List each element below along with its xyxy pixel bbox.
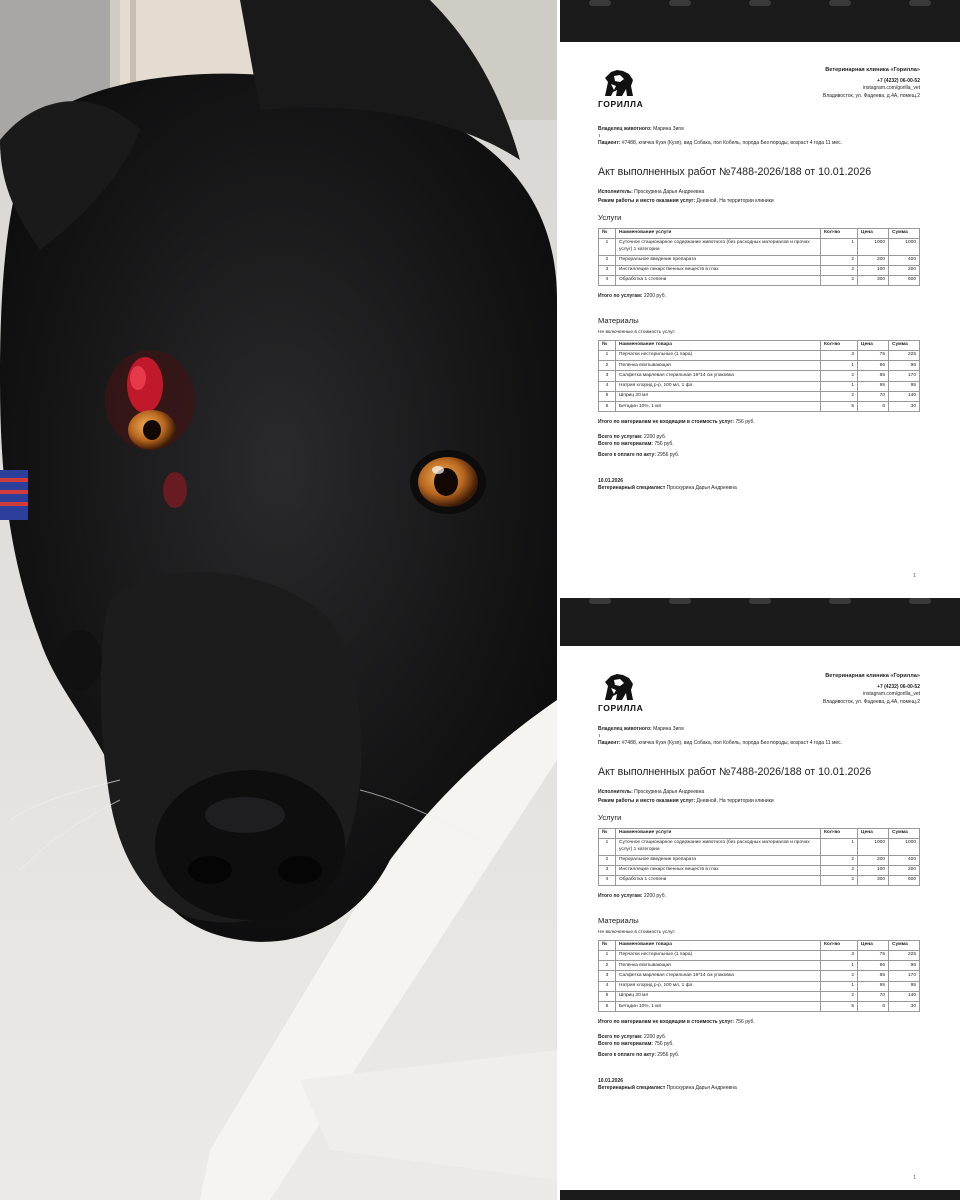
clinic-logo — [598, 68, 644, 110]
col-header: Кол-во — [821, 940, 858, 950]
act-title: Акт выполненных работ №7488-2026/188 от 10.01.2026 — [598, 165, 872, 178]
cell-sum: 30 — [889, 402, 920, 412]
cell-n: 6 — [599, 402, 616, 412]
mode-label: Режим работы и место оказания услуг: — [598, 797, 696, 804]
materials-total-label: Итого по материалам не входящим в стоимость услуг: — [598, 419, 735, 426]
table-row — [599, 391, 920, 401]
toolbar-button[interactable] — [909, 598, 931, 604]
services-total-value: 2200 руб. — [643, 293, 666, 300]
cell-qty: 2 — [821, 255, 858, 265]
services-total — [598, 293, 920, 300]
services-heading: Услуги — [598, 813, 622, 823]
table-row — [599, 371, 920, 381]
clinic-name: Ветеринарная клиника «Горилла» — [825, 67, 920, 73]
col-header: № — [599, 340, 616, 350]
materials-total — [598, 1019, 920, 1026]
table-row — [599, 265, 920, 275]
col-header: Кол-во — [821, 828, 858, 838]
materials-table — [598, 340, 920, 413]
handwritten-mark — [599, 734, 604, 737]
col-header: № — [599, 228, 616, 238]
cell-name: Обработка 1 степени — [616, 876, 821, 886]
toolbar-button[interactable] — [829, 598, 851, 604]
services-table — [598, 828, 920, 887]
sum-services-label: Всего по услугам: — [598, 434, 643, 441]
cell-price: 300 — [858, 276, 889, 286]
cell-sum: 140 — [889, 991, 920, 1001]
cell-name: Инстилляция лекарственных веществ в глаз — [616, 865, 821, 875]
specialist-label: Ветеринарный специалист — [598, 1085, 666, 1092]
cell-price: 200 — [858, 855, 889, 865]
act-date-value: 10.01.2026 — [598, 478, 624, 485]
table-row — [599, 238, 920, 255]
patient-value: #7488, кличка Кузя (Кузя), вид Собака, пол Кобель, порода Без породы, возраст 4 года 11 мес. — [621, 739, 843, 746]
toolbar-button[interactable] — [909, 0, 931, 6]
cell-n: 1 — [599, 350, 616, 360]
cell-name: Перчатки нестерильные (1 пара) — [616, 950, 821, 960]
clinic-name: Ветеринарная клиника «Горилла» — [825, 673, 920, 679]
cell-name: Пероральное введение препарата — [616, 255, 821, 265]
sum-pay-value: 2956 руб. — [657, 451, 680, 458]
cell-sum: 95 — [889, 381, 920, 391]
cell-qty: 1 — [821, 961, 858, 971]
materials-heading: Материалы — [598, 316, 639, 326]
cell-n: 2 — [599, 961, 616, 971]
owner-line — [598, 126, 920, 133]
cell-price: 70 — [858, 391, 889, 401]
cell-qty: 1 — [821, 238, 858, 255]
cell-sum: 1000 — [889, 238, 920, 255]
owner-value: Марина Зигм — [653, 126, 684, 132]
owner-line — [598, 726, 920, 733]
table-row — [599, 255, 920, 265]
cell-sum: 600 — [889, 276, 920, 286]
cell-qty: 1 — [821, 381, 858, 391]
cell-sum: 170 — [889, 971, 920, 981]
cell-sum: 200 — [889, 865, 920, 875]
cell-price: 96 — [858, 361, 889, 371]
cell-qty: 5 — [821, 1002, 858, 1012]
col-header: Цена — [858, 940, 889, 950]
act-document-page-1 — [560, 42, 958, 598]
materials-total-label: Итого по материалам не входящим в стоимость услуг: — [598, 1019, 735, 1026]
cell-price: 85 — [858, 371, 889, 381]
patient-label: Пациент: — [598, 739, 621, 746]
table-row — [599, 381, 920, 391]
cell-name: Натрия хлорид р-р, 100 мл, 1 фл. — [616, 981, 821, 991]
cell-qty: 2 — [821, 865, 858, 875]
act-title: Акт выполненных работ №7488-2026/188 от 10.01.2026 — [598, 765, 872, 778]
screenshot-bottom-bar — [560, 1190, 960, 1200]
cell-price: 75 — [858, 950, 889, 960]
sum-pay — [598, 1052, 920, 1059]
cell-name: Натрия хлорид р-р, 100 мл, 1 фл. — [616, 381, 821, 391]
cell-n: 1 — [599, 238, 616, 255]
executor-line — [598, 189, 920, 196]
materials-note: Не включенные в стоимость услуг: — [598, 930, 676, 936]
mode-line — [598, 798, 920, 805]
cell-name: Обработка 1 степени — [616, 276, 821, 286]
cell-name: Салфетка марлевая стерильная 16*14 см упаковка — [616, 371, 821, 381]
mode-value: Дневной, На территории клиники — [696, 797, 774, 804]
col-header: Цена — [858, 340, 889, 350]
act-date-value: 10.01.2026 — [598, 1078, 624, 1085]
cell-sum: 30 — [889, 1002, 920, 1012]
sum-pay — [598, 452, 920, 459]
clinic-address: Владивосток, ул. Фадеева, д.4А, помещ.2 — [822, 93, 920, 100]
table-row — [599, 876, 920, 886]
cell-qty: 2 — [821, 265, 858, 275]
cell-price: 6 — [858, 1002, 889, 1012]
cell-price: 95 — [858, 381, 889, 391]
cell-qty: 1 — [821, 981, 858, 991]
col-header: Наименование услуги — [616, 828, 821, 838]
toolbar-button[interactable] — [669, 598, 691, 604]
sum-materials-value: 756 руб. — [654, 440, 674, 447]
col-header: Наименование услуги — [616, 228, 821, 238]
specialist-line — [598, 485, 920, 492]
cell-price: 75 — [858, 350, 889, 360]
cell-name: Перчатки нестерильные (1 пара) — [616, 350, 821, 360]
owner-label: Владелец животного: — [598, 726, 652, 732]
toolbar-button[interactable] — [589, 598, 611, 604]
page-number: 1 — [913, 1175, 916, 1182]
cell-n: 2 — [599, 361, 616, 371]
col-header: Сумма — [889, 828, 920, 838]
cell-qty: 3 — [821, 950, 858, 960]
sum-materials-value: 756 руб. — [654, 1040, 674, 1047]
services-total — [598, 893, 920, 900]
col-header: Наименование товара — [616, 340, 821, 350]
materials-total-value: 756 руб. — [735, 419, 755, 426]
top-toolbar-buttons — [560, 0, 960, 9]
col-header: Сумма — [889, 228, 920, 238]
specialist-label: Ветеринарный специалист — [598, 485, 666, 492]
cell-sum: 225 — [889, 350, 920, 360]
cell-sum: 225 — [889, 950, 920, 960]
cell-qty: 2 — [821, 371, 858, 381]
materials-table — [598, 940, 920, 1013]
logo-text: ГОРИЛЛА — [598, 703, 644, 713]
cell-name: Бетадин 10%, 1 мл — [616, 402, 821, 412]
sum-services-label: Всего по услугам: — [598, 1034, 643, 1041]
clinic-contacts — [823, 66, 920, 101]
cell-price: 300 — [858, 876, 889, 886]
sum-materials — [598, 441, 920, 448]
cell-qty: 5 — [821, 402, 858, 412]
cell-qty: 3 — [821, 350, 858, 360]
cell-sum: 200 — [889, 265, 920, 275]
col-header: Цена — [858, 828, 889, 838]
cell-price: 100 — [858, 265, 889, 275]
clinic-contacts — [823, 672, 920, 707]
table-row — [599, 971, 920, 981]
sum-services — [598, 1034, 920, 1041]
sum-materials-label: Всего по материалам: — [598, 1040, 653, 1047]
table-row — [599, 1002, 920, 1012]
col-header: № — [599, 828, 616, 838]
cell-name: Шприц 20 мл — [616, 391, 821, 401]
services-total-value: 2200 руб. — [643, 893, 666, 900]
mode-line — [598, 198, 920, 205]
col-header: Кол-во — [821, 340, 858, 350]
mode-label: Режим работы и место оказания услуг: — [598, 197, 696, 204]
cell-qty: 2 — [821, 391, 858, 401]
cell-name: Инстилляция лекарственных веществ в глаз — [616, 265, 821, 275]
cell-qty: 1 — [821, 361, 858, 371]
col-header: Сумма — [889, 340, 920, 350]
cell-price: 95 — [858, 981, 889, 991]
cell-n: 4 — [599, 876, 616, 886]
cell-sum: 400 — [889, 855, 920, 865]
clinic-phone: +7 (4232) 06-00-52 — [877, 683, 920, 690]
mode-value: Дневной, На территории клиники — [696, 197, 774, 204]
executor-value: Проскурина Дарья Андреевна — [634, 188, 705, 195]
cell-n: 3 — [599, 971, 616, 981]
col-header: № — [599, 940, 616, 950]
document-header — [598, 646, 920, 713]
cell-name: Бетадин 10%, 1 мл — [616, 1002, 821, 1012]
table-row — [599, 361, 920, 371]
cell-name: Пеленка впитывающая — [616, 961, 821, 971]
cell-n: 3 — [599, 371, 616, 381]
cell-sum: 95 — [889, 981, 920, 991]
cell-sum: 170 — [889, 371, 920, 381]
cell-n: 3 — [599, 865, 616, 875]
document-header — [598, 42, 920, 112]
cell-sum: 140 — [889, 391, 920, 401]
services-total-label: Итого по услугам: — [598, 293, 643, 300]
cell-n: 2 — [599, 255, 616, 265]
cell-price: 1000 — [858, 238, 889, 255]
cell-name: Пероральное введение препарата — [616, 855, 821, 865]
cell-qty: 2 — [821, 991, 858, 1001]
cell-price: 200 — [858, 255, 889, 265]
cell-sum: 1000 — [889, 838, 920, 855]
cell-n: 4 — [599, 381, 616, 391]
patient-line — [598, 740, 920, 747]
toolbar-button[interactable] — [829, 0, 851, 6]
sum-pay-label: Всего к оплате по акту: — [598, 1051, 656, 1058]
cell-price: 70 — [858, 991, 889, 1001]
toolbar-button[interactable] — [669, 0, 691, 6]
executor-value: Проскурина Дарья Андреевна — [634, 788, 705, 795]
table-row — [599, 402, 920, 412]
executor-label: Исполнитель: — [598, 788, 633, 795]
cell-price: 1000 — [858, 838, 889, 855]
gorilla-logo-icon — [602, 672, 636, 702]
sum-materials — [598, 1041, 920, 1048]
clinic-address: Владивосток, ул. Фадеева, д.4А, помещ.2 — [822, 699, 920, 706]
owner-label: Владелец животного: — [598, 126, 652, 132]
table-row — [599, 991, 920, 1001]
cell-n: 1 — [599, 950, 616, 960]
sum-pay-label: Всего к оплате по акту: — [598, 451, 656, 458]
table-row — [599, 838, 920, 855]
cell-price: 6 — [858, 402, 889, 412]
cell-qty: 2 — [821, 276, 858, 286]
sum-services-value: 2200 руб. — [644, 1034, 667, 1041]
col-header: Сумма — [889, 940, 920, 950]
table-row — [599, 961, 920, 971]
clinic-instagram: instagram.com/gorilla_vet — [863, 691, 920, 698]
clinic-instagram: instagram.com/gorilla_vet — [863, 85, 920, 92]
services-heading: Услуги — [598, 213, 622, 223]
owner-value: Марина Зигм — [653, 726, 684, 732]
materials-note: Не включенные в стоимость услуг: — [598, 330, 676, 336]
handwritten-mark — [599, 134, 604, 137]
cell-n: 1 — [599, 838, 616, 855]
executor-label: Исполнитель: — [598, 188, 633, 195]
cell-n: 5 — [599, 991, 616, 1001]
clinic-phone: +7 (4232) 06-00-52 — [877, 77, 920, 84]
cell-sum: 600 — [889, 876, 920, 886]
specialist-value: Проскурина Дарья Андреевна — [666, 1085, 737, 1092]
toolbar-button[interactable] — [589, 0, 611, 6]
cell-sum: 96 — [889, 961, 920, 971]
logo-text: ГОРИЛЛА — [598, 99, 644, 109]
table-row — [599, 276, 920, 286]
table-row — [599, 950, 920, 960]
patient-line — [598, 140, 920, 147]
col-header: Кол-во — [821, 228, 858, 238]
cell-name: Шприц 20 мл — [616, 991, 821, 1001]
cell-qty: 1 — [821, 838, 858, 855]
table-row — [599, 350, 920, 360]
cell-n: 4 — [599, 981, 616, 991]
table-row — [599, 865, 920, 875]
cell-name: Пеленка впитывающая — [616, 361, 821, 371]
cell-name: Салфетка марлевая стерильная 16*14 см упаковка — [616, 971, 821, 981]
act-document-page-2 — [560, 646, 958, 1190]
sum-services — [598, 434, 920, 441]
cell-sum: 400 — [889, 255, 920, 265]
materials-heading: Материалы — [598, 916, 639, 926]
cell-price: 85 — [858, 971, 889, 981]
cell-n: 2 — [599, 855, 616, 865]
toolbar-button[interactable] — [749, 0, 771, 6]
materials-total — [598, 419, 920, 426]
table-row — [599, 981, 920, 991]
cell-qty: 2 — [821, 971, 858, 981]
cell-qty: 2 — [821, 876, 858, 886]
cell-sum: 96 — [889, 361, 920, 371]
cell-name: Суточное стационарное содержание животного (без расходных материалов и прочих услуг) 1 категории — [616, 238, 821, 255]
col-header: Наименование товара — [616, 940, 821, 950]
cell-n: 4 — [599, 276, 616, 286]
gorilla-logo-icon — [602, 68, 636, 98]
specialist-value: Проскурина Дарья Андреевна — [666, 485, 737, 492]
clinic-logo — [598, 672, 644, 714]
sum-pay-value: 2956 руб. — [657, 1051, 680, 1058]
patient-label: Пациент: — [598, 139, 621, 146]
table-row — [599, 855, 920, 865]
executor-line — [598, 789, 920, 796]
toolbar-button[interactable] — [749, 598, 771, 604]
cell-n: 5 — [599, 391, 616, 401]
specialist-line — [598, 1085, 920, 1092]
sum-services-value: 2200 руб. — [644, 434, 667, 441]
cell-qty: 2 — [821, 855, 858, 865]
patient-value: #7488, кличка Кузя (Кузя), вид Собака, пол Кобель, порода Без породы, возраст 4 года 11 мес. — [621, 139, 843, 146]
col-header: Цена — [858, 228, 889, 238]
services-total-label: Итого по услугам: — [598, 893, 643, 900]
cell-n: 6 — [599, 1002, 616, 1012]
materials-total-value: 756 руб. — [735, 1019, 755, 1026]
sum-materials-label: Всего по материалам: — [598, 440, 653, 447]
cell-name: Суточное стационарное содержание животного (без расходных материалов и прочих услуг) 1 категории — [616, 838, 821, 855]
page-number: 1 — [913, 573, 916, 580]
cell-n: 3 — [599, 265, 616, 275]
cell-price: 100 — [858, 865, 889, 875]
cell-price: 96 — [858, 961, 889, 971]
services-table — [598, 228, 920, 287]
